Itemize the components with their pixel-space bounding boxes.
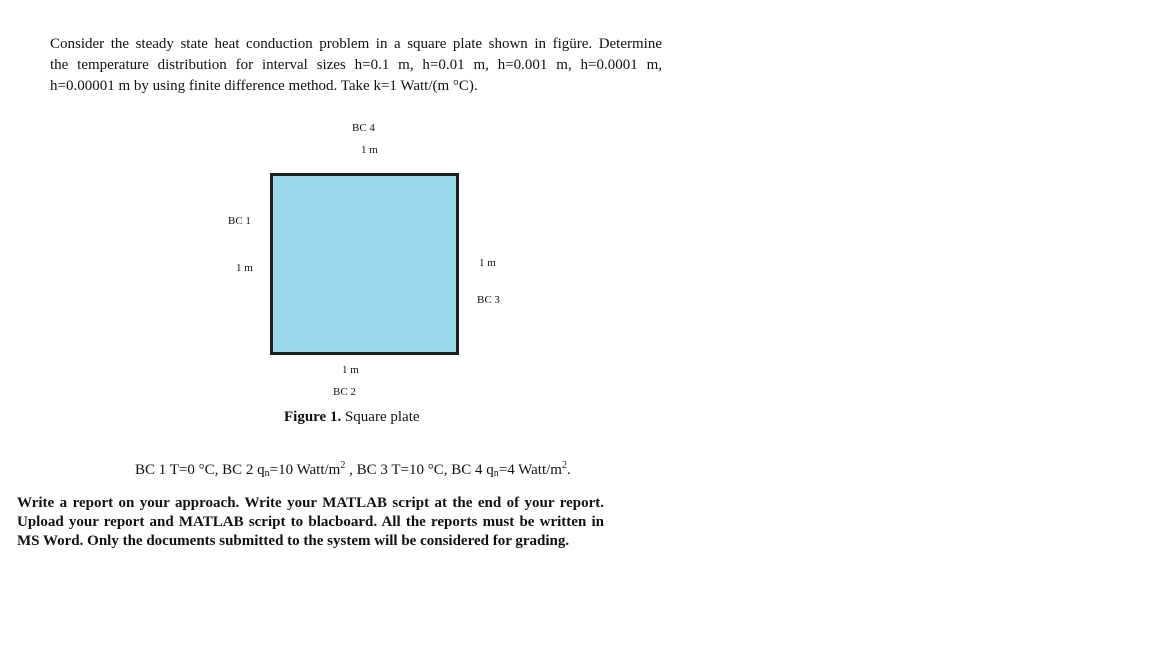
right-dimension-label: 1 m <box>479 257 496 269</box>
bc4-label: BC 4 <box>352 122 375 134</box>
bc2-label: BC 2 <box>333 386 356 398</box>
problem-line-1: Consider the steady state heat conduction problem in a square plate shown in figüre. Determine <box>50 36 662 52</box>
bc-text-4: =4 Watt/m <box>498 462 562 478</box>
bc-text-2: =10 Watt/m <box>269 462 341 478</box>
bc1-label: BC 1 <box>228 215 251 227</box>
problem-statement <box>50 34 662 97</box>
bc-sup-1: 2 <box>340 460 346 471</box>
bottom-dimension-label: 1 m <box>342 364 359 376</box>
square-plate <box>270 173 459 355</box>
bc-sup-2: 2 <box>561 460 567 471</box>
figure-caption-text: Square plate <box>341 409 420 425</box>
boundary-conditions <box>135 462 571 479</box>
figure-caption-number: Figure 1. <box>284 409 342 425</box>
figure-caption <box>284 409 420 426</box>
bc-text-1: BC 1 T=0 °C, BC 2 q <box>135 462 265 478</box>
bc-sub-2: n <box>493 468 499 479</box>
report-instructions: Write a report on your approach. Write your MATLAB script at the end of your report. Upload your report and MATLAB script to blacboard. All the reports must be written in MS Word. Only the documents submitted to the system will be considered for grading. <box>17 495 604 549</box>
top-dimension-label: 1 m <box>361 144 378 156</box>
problem-line-3: h=0.00001 m by using finite difference method. Take k=1 Watt/(m °C). <box>50 78 478 94</box>
left-dimension-label: 1 m <box>236 262 253 274</box>
bc3-label: BC 3 <box>477 294 500 306</box>
bc-text-3: , BC 3 T=10 °C, BC 4 q <box>345 462 494 478</box>
bc-sub-1: n <box>264 468 270 479</box>
bc-text-end: . <box>566 462 571 478</box>
problem-line-2: the temperature distribution for interval sizes h=0.1 m, h=0.01 m, h=0.001 m, h=0.0001 m, <box>50 57 662 73</box>
